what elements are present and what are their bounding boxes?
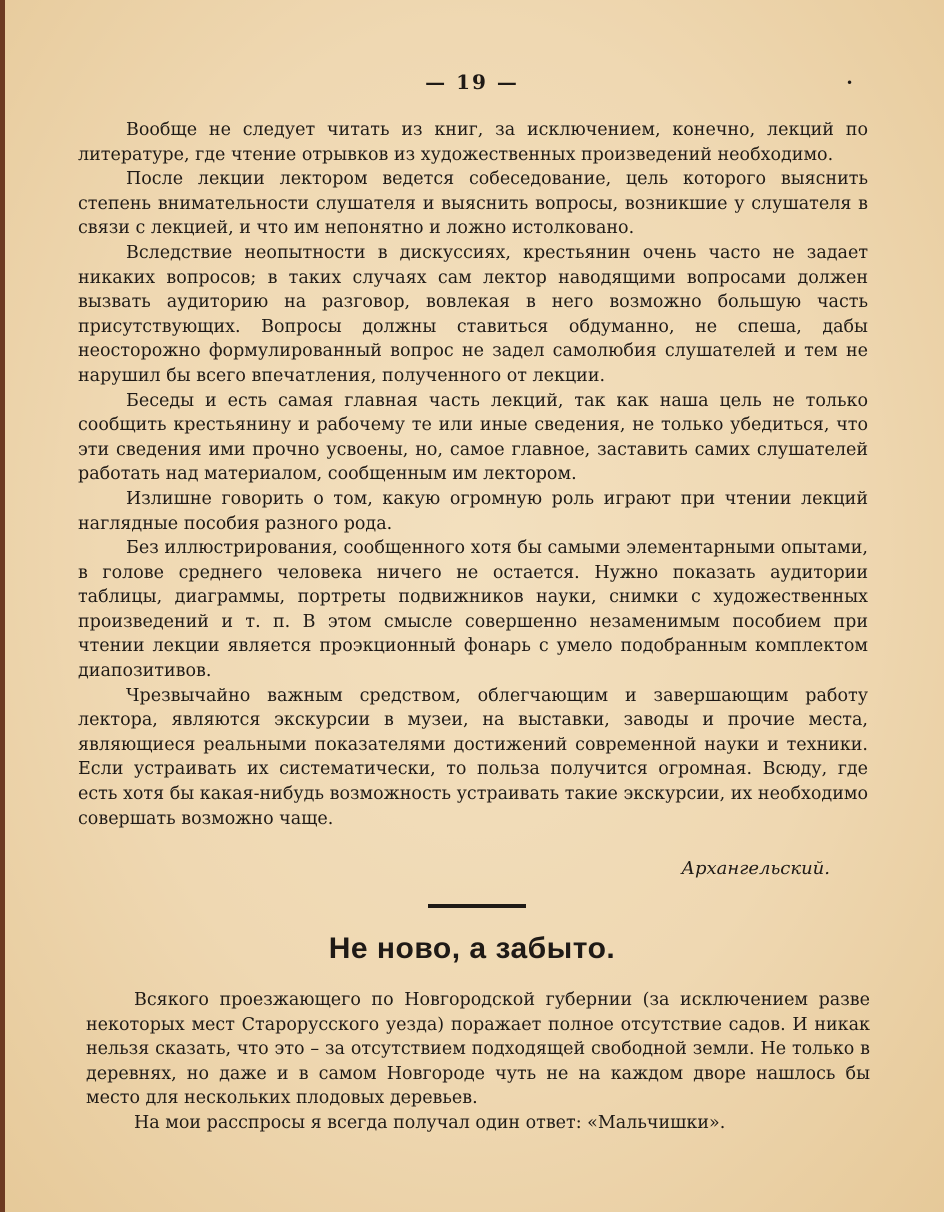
article-title: Не ново, а забыто. — [328, 932, 616, 965]
paragraph: Вообще не следует читать из книг, за исключением, конечно, лекций по литературе, где чтение отрывков из художественных произведений необходимо. — [78, 120, 868, 165]
section-divider — [428, 904, 526, 908]
article-gardens-text — [86, 988, 870, 1136]
paragraph: После лекции лектором ведется собеседование, цель которого выяснить степень внимательности слушателя и выяснить вопросы, возникшие у слушателя в связи с лекцией, и что им непонятно и ложно истолковано. — [78, 169, 868, 239]
page-number: — 19 — — [425, 70, 519, 94]
paragraph: Чрезвычайно важным средством, облегчающим и завершающим работу лектора, являются экскурсии в музеи, на выставки, заводы и прочие места, являющиеся реальными показателями достижений современной науки и техники. Если устраивать их систематически, то польза получится огромная. Всюду, где есть хотя бы какая-нибудь возможность устраивать такие экскурсии, их необходимо совершать возможно чаще. — [78, 685, 868, 829]
page-binding-edge — [0, 0, 5, 1212]
author-signature: Архангельский. — [681, 858, 830, 879]
paragraph: Вследствие неопытности в дискуссиях, крестьянин очень часто не задает никаких вопросов; в таких случаях сам лектор наводящими вопросами должен вызвать аудиторию на разговор, вовлекая в него возможно большую часть присутствующих. Вопросы должны ставиться обдуманно, не спеша, дабы неосторожно формулированный вопрос не задел самолюбия слушателей и тем не нарушил бы всего впечатления, полученного от лекции. — [78, 242, 868, 386]
paragraph: Всякого проезжающего по Новгородской губернии (за исключением разве некоторых мест Старорусского уезда) поражает полное отсутствие садов. И никак нельзя сказать, что это – за отсутствием подходящей свободной земли. Не только в деревнях, но даже и в самом Новгороде чуть не на каждом дворе нашлось бы место для нескольких плодовых деревьев. — [86, 990, 870, 1109]
paragraph: Беседы и есть самая главная часть лекций, так как наша цель не только сообщить крестьянину и рабочему те или иные сведения, не только убедиться, что эти сведения ими прочно усвоены, но, самое главное, заставить самих слушателей работать над материалом, сообщенным им лектором. — [78, 390, 868, 485]
paragraph: Излишне говорить о том, какую огромную роль играют при чтении лекций наглядные пособия разного рода. — [78, 488, 868, 534]
paragraph: Без иллюстрирования, сообщенного хотя бы самыми элементарными опытами, в голове среднего человека ничего не остается. Нужно показать аудитории таблицы, диаграммы, портреты подвижников науки, снимки с художественных произведений и т. п. В этом смысле совершенно незаменимым пособием при чтении лекции является проэкционный фонарь с умело подобранным комплектом диапозитивов. — [78, 538, 868, 682]
article-lecture-text — [78, 118, 868, 831]
print-speck: • — [846, 76, 854, 90]
paragraph: На мои расспросы я всегда получал один ответ: «Мальчишки». — [134, 1112, 726, 1133]
